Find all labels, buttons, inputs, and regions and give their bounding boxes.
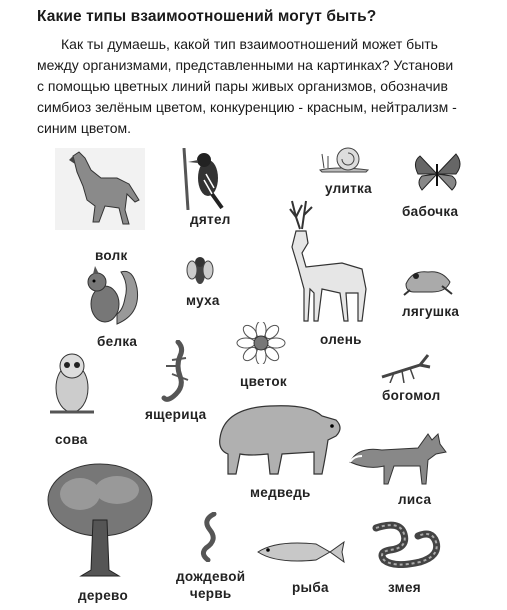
deer-picture xyxy=(262,197,377,325)
tree-picture xyxy=(45,460,155,578)
butterfly-picture xyxy=(412,152,462,196)
label-owl: сова xyxy=(55,432,88,447)
paragraph-line: между организмами, представленными на картинках? Установи xyxy=(37,57,454,73)
paragraph-line: синим цветом. xyxy=(37,120,132,136)
label-frog: лягушка xyxy=(402,304,460,319)
owl-picture xyxy=(50,350,94,418)
label-flower: цветок xyxy=(240,374,287,389)
fish-picture xyxy=(256,538,348,566)
label-squirrel: белка xyxy=(97,334,138,349)
wolf-picture xyxy=(55,148,145,230)
label-worm xyxy=(176,568,245,602)
label-snail: улитка xyxy=(325,181,372,196)
label-mantis: богомол xyxy=(382,388,441,403)
frog-picture xyxy=(402,264,454,296)
label-bear: медведь xyxy=(250,485,311,500)
label-woodpecker: дятел xyxy=(190,212,231,227)
task-paragraph xyxy=(37,34,477,139)
bear-picture xyxy=(210,398,345,478)
label-wolf: волк xyxy=(95,248,128,263)
label-tree: дерево xyxy=(78,588,128,603)
snake-picture xyxy=(370,520,444,568)
paragraph-line: симбиоз зелёным цветом, конкуренцию - красным, нейтрализм - xyxy=(37,99,457,115)
label-butterfly: бабочка xyxy=(402,204,459,219)
label-lizard: ящерица xyxy=(145,407,207,422)
page-title: Какие типы взаимоотношений могут быть? xyxy=(37,8,377,25)
paragraph-line: с помощью цветных линий пары живых организмов, обозначив xyxy=(37,78,448,94)
squirrel-picture xyxy=(81,264,141,326)
label-worm-line1: дождевой xyxy=(176,569,246,584)
label-snake: змея xyxy=(388,580,421,595)
label-fish: рыба xyxy=(292,580,329,595)
fly-picture xyxy=(186,254,214,288)
flower-picture xyxy=(236,322,286,364)
fox-picture xyxy=(348,426,448,488)
label-fly: муха xyxy=(186,293,220,308)
snail-picture xyxy=(318,144,370,174)
woodpecker-picture xyxy=(178,148,228,210)
label-worm-line2: червь xyxy=(189,586,232,601)
label-deer: олень xyxy=(320,332,362,347)
label-fox: лиса xyxy=(398,492,432,507)
lizard-picture xyxy=(158,340,194,404)
mantis-picture xyxy=(380,351,432,383)
paragraph-line: Как ты думаешь, какой тип взаимоотношений может быть xyxy=(61,36,438,52)
worm-picture xyxy=(196,512,222,562)
